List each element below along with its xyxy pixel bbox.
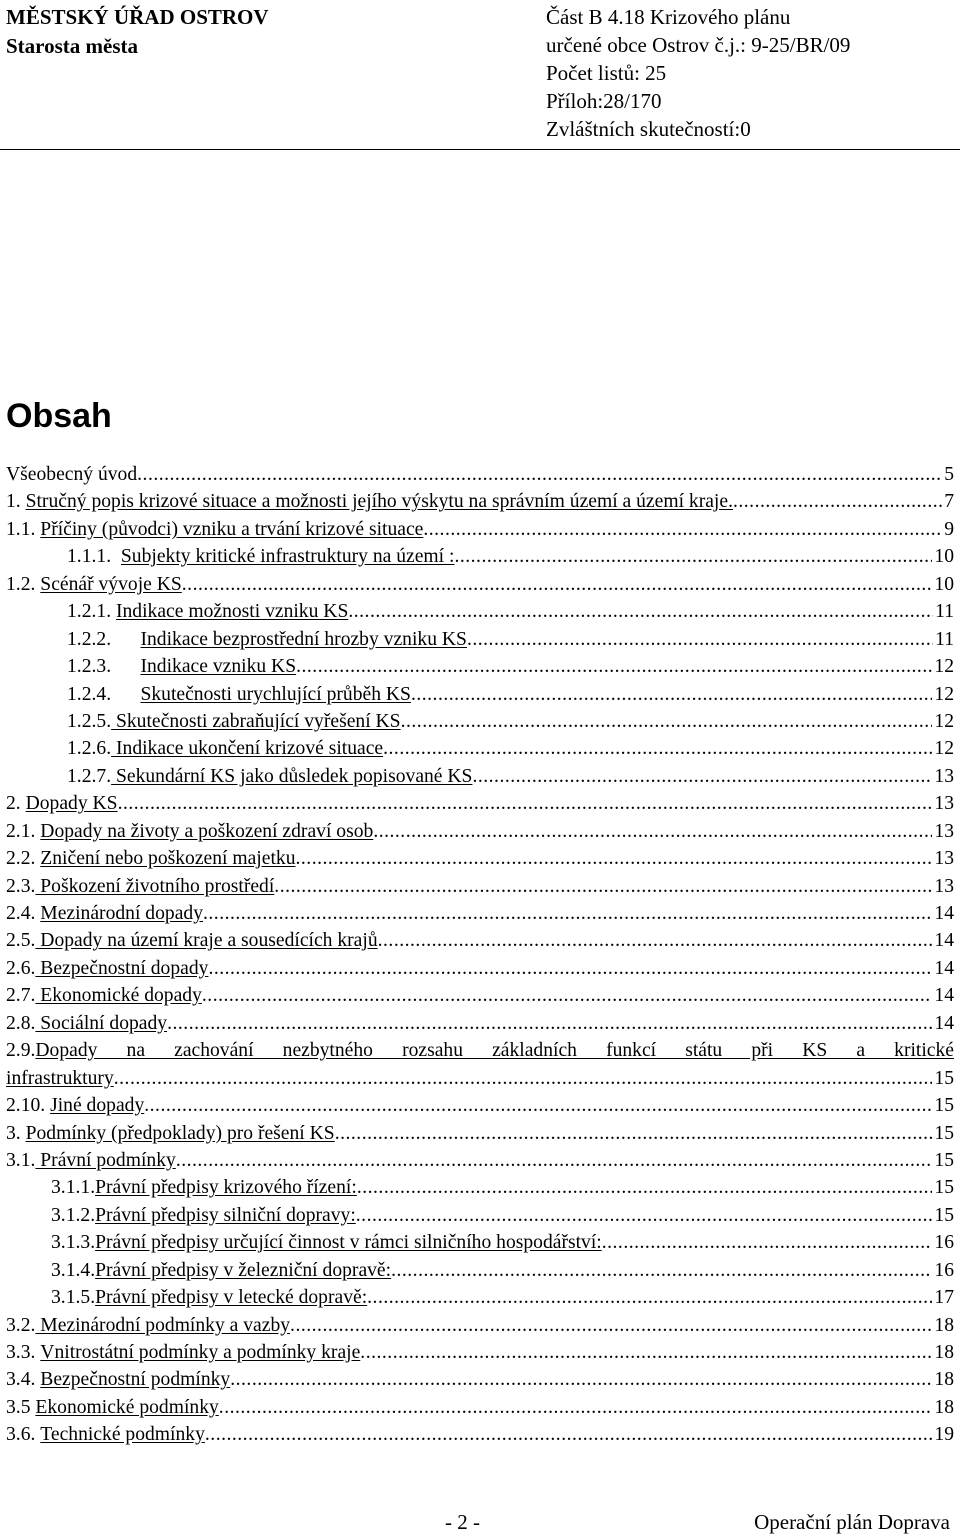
- toc-leader-dots: [467, 626, 933, 653]
- toc-entry-number: 2.3.: [6, 875, 36, 897]
- toc-entry[interactable]: [6, 845, 954, 872]
- toc-entry-number: 2.8.: [6, 1012, 36, 1034]
- toc-entry-page: 13: [934, 820, 954, 842]
- toc-entry-page: 10: [934, 546, 954, 568]
- toc-entry-link[interactable]: Bezpečnostní podmínky: [40, 1369, 231, 1391]
- toc-entry-number: 2.9.: [6, 1040, 36, 1062]
- toc-entry-link[interactable]: Právní předpisy silniční dopravy:: [95, 1204, 356, 1226]
- toc-entry-page: 14: [934, 930, 954, 952]
- toc-leader-dots: [360, 1339, 932, 1366]
- toc-entry-link[interactable]: infrastruktury: [6, 1067, 114, 1089]
- toc-entry-page: 7: [944, 491, 954, 513]
- toc-leader-dots: [472, 763, 932, 790]
- toc-entry-number: 2.4.: [6, 903, 41, 924]
- footer-document-title: Operační plán Doprava: [754, 1510, 950, 1534]
- toc-entry-number: 3.5: [6, 1396, 36, 1418]
- toc-entry-page: 11: [935, 628, 954, 650]
- toc-entry[interactable]: [6, 681, 954, 708]
- toc-leader-dots: [230, 1366, 932, 1393]
- toc-entry[interactable]: [6, 708, 954, 735]
- toc-entry-number: 3.1.2.: [51, 1204, 96, 1226]
- toc-entry-number: 3.1.3.: [51, 1232, 96, 1254]
- footer-page-number: - 2 -: [445, 1510, 480, 1534]
- toc-entry-number: 2.2.: [6, 848, 41, 870]
- header-divider: [0, 149, 960, 150]
- toc-leader-dots: [335, 1120, 933, 1147]
- toc-entry-page: 12: [934, 683, 954, 705]
- toc-entry[interactable]: [6, 1174, 954, 1201]
- toc-entry-page: 12: [934, 738, 954, 760]
- toc-entry-number: 2.7.: [6, 985, 36, 1007]
- toc-entry[interactable]: [6, 461, 954, 488]
- toc-entry[interactable]: [6, 763, 954, 790]
- toc-entry-page: 12: [934, 710, 954, 732]
- toc-entry-link[interactable]: Poškození životního prostředí: [35, 875, 275, 897]
- toc-entry-number: 3.: [6, 1122, 26, 1144]
- toc-leader-dots: [367, 1284, 932, 1311]
- toc-entry[interactable]: [6, 1092, 954, 1119]
- toc-entry[interactable]: [6, 735, 954, 762]
- toc-entry-number: 1.2.4.: [67, 683, 141, 705]
- toc-entry-number: 1.2.2.: [67, 628, 141, 650]
- toc-leader-dots: [733, 488, 942, 515]
- toc-leader-dots: [176, 1147, 933, 1174]
- toc-entry-page: 18: [934, 1342, 954, 1363]
- toc-entry-link[interactable]: Dopady na zachování nezbytného rozsahu základních funkcí státu při KS a kritické: [35, 1040, 954, 1062]
- toc-entry-link[interactable]: Sociální dopady: [35, 1012, 168, 1034]
- toc-entry-page: 14: [934, 1012, 954, 1034]
- toc-entry-number: 3.6.: [6, 1424, 41, 1446]
- toc-entry[interactable]: [6, 1120, 954, 1147]
- toc-entry-link[interactable]: Bezpečnostní dopady: [35, 957, 209, 979]
- toc-leader-dots: [203, 900, 932, 927]
- toc-entry-link[interactable]: Dopady na území kraje a sousedících krajů: [35, 930, 378, 952]
- toc-entry-link[interactable]: Ekonomické podmínky: [35, 1396, 219, 1418]
- toc-leader-dots: [383, 735, 932, 762]
- header-right: [546, 3, 850, 143]
- toc-entry-page: 15: [934, 1149, 954, 1171]
- toc-entry-page: 18: [934, 1369, 954, 1391]
- toc-entry-number: 1.1.1.: [67, 546, 121, 568]
- toc-leader-dots: [205, 1421, 933, 1448]
- toc-entry-link[interactable]: Skutečnosti zabraňující vyřešení KS: [111, 710, 401, 732]
- toc-leader-dots: [274, 873, 932, 900]
- toc-entry-page: 15: [934, 1067, 954, 1089]
- toc-leader-dots: [357, 1174, 933, 1201]
- toc-entry-number: 2.6.: [6, 957, 36, 979]
- toc-entry-page: 12: [934, 656, 954, 678]
- toc-entry-link[interactable]: Podmínky (předpoklady) pro řešení KS: [25, 1122, 335, 1144]
- toc-entry-page: 13: [934, 875, 954, 897]
- toc-leader-dots: [378, 927, 933, 954]
- toc-leader-dots: [114, 1065, 933, 1092]
- toc-entry[interactable]: [6, 1202, 954, 1229]
- special-facts: Zvláštních skutečností:0: [546, 117, 751, 141]
- toc-entry[interactable]: [6, 571, 954, 598]
- toc-entry-number: 2.1.: [6, 820, 41, 842]
- toc-entry[interactable]: [6, 900, 954, 927]
- toc-entry[interactable]: [6, 982, 954, 1009]
- toc-entry[interactable]: [6, 1037, 954, 1064]
- toc-leader-dots: [290, 1312, 932, 1339]
- toc-entry-link[interactable]: Všeobecný úvod: [6, 464, 138, 485]
- toc-entry-link[interactable]: Technické podmínky: [40, 1424, 205, 1446]
- toc-entry[interactable]: [6, 1339, 954, 1366]
- toc-entry[interactable]: [6, 1065, 954, 1092]
- toc-entry-number: 1.2.1.: [67, 601, 116, 623]
- toc-entry-page: 15: [934, 1177, 954, 1199]
- toc-entry[interactable]: [6, 1312, 954, 1339]
- toc-entry-page: 11: [935, 601, 954, 623]
- table-of-contents: [6, 461, 954, 1449]
- toc-entry-page: 13: [934, 765, 954, 787]
- toc-entry-link[interactable]: Právní předpisy v železniční dopravě:: [95, 1259, 392, 1281]
- toc-leader-dots: [602, 1229, 933, 1256]
- office-name: MĚSTSKÝ ÚŘAD OSTROV: [6, 5, 269, 29]
- toc-leader-dots: [348, 598, 933, 625]
- toc-entry-page: 15: [934, 1095, 954, 1117]
- toc-leader-dots: [296, 653, 932, 680]
- toc-entry-link[interactable]: Indikace možnosti vzniku KS: [115, 601, 349, 623]
- toc-entry-page: 19: [934, 1424, 954, 1446]
- toc-entry-page: 14: [934, 985, 954, 1007]
- toc-entry[interactable]: [6, 1147, 954, 1174]
- toc-entry-link[interactable]: Sekundární KS jako důsledek popisované KS: [111, 765, 473, 787]
- toc-entry-number: 1.2.: [6, 573, 41, 595]
- toc-entry[interactable]: [6, 653, 954, 680]
- toc-entry[interactable]: [6, 927, 954, 954]
- sheet-count: Počet listů: 25: [546, 61, 667, 85]
- toc-entry-number: 2.10.: [6, 1095, 51, 1117]
- header-left: [6, 3, 269, 61]
- toc-entry-page: 15: [934, 1122, 954, 1144]
- toc-entry[interactable]: [6, 873, 954, 900]
- mayor-label: Starosta města: [6, 34, 139, 58]
- plan-part: Část B 4.18 Krizového plánu: [546, 5, 791, 29]
- toc-entry[interactable]: [6, 1394, 954, 1421]
- toc-entry-link[interactable]: Dopady na životy a poškození zdraví osob: [40, 820, 374, 842]
- toc-entry-link[interactable]: Právní předpisy určující činnost v rámci silničního hospodářství:: [95, 1232, 602, 1254]
- toc-entry[interactable]: [6, 1257, 954, 1284]
- toc-entry-link[interactable]: Vnitrostátní podmínky a podmínky kraje: [40, 1342, 361, 1363]
- toc-entry-link[interactable]: Skutečnosti urychlující průběh KS: [140, 683, 411, 705]
- toc-entry[interactable]: [6, 543, 954, 570]
- toc-entry[interactable]: [6, 1229, 954, 1256]
- toc-leader-dots: [208, 955, 932, 982]
- toc-entry-link[interactable]: Mezinárodní podmínky a vazby: [35, 1314, 291, 1336]
- toc-entry-link[interactable]: Právní podmínky: [35, 1149, 176, 1171]
- toc-leader-dots: [202, 982, 933, 1009]
- toc-entry-link[interactable]: Zničení nebo poškození majetku: [40, 848, 296, 870]
- toc-entry-link[interactable]: Indikace ukončení krizové situace: [111, 738, 384, 760]
- toc-entry-number: 1.2.5.: [67, 710, 112, 732]
- toc-leader-dots: [219, 1394, 933, 1421]
- toc-leader-dots: [137, 461, 942, 488]
- toc-leader-dots: [182, 571, 933, 598]
- toc-entry-page: 9: [944, 518, 954, 540]
- toc-entry-number: 3.1.5.: [51, 1287, 96, 1309]
- toc-leader-dots: [411, 681, 932, 708]
- toc-entry-page: 13: [934, 793, 954, 815]
- toc-entry-page: 5: [944, 464, 954, 485]
- toc-entry-link[interactable]: Subjekty kritické infrastruktury na území :: [120, 546, 455, 568]
- toc-entry-number: 3.1.: [6, 1149, 36, 1171]
- toc-entry-link[interactable]: Indikace vzniku KS: [140, 656, 297, 678]
- toc-entry-page: 10: [934, 573, 954, 595]
- toc-entry-page: 16: [934, 1259, 954, 1281]
- toc-entry-page: 18: [934, 1314, 954, 1336]
- toc-entry-page: 15: [934, 1204, 954, 1226]
- toc-entry[interactable]: [6, 955, 954, 982]
- toc-entry-link[interactable]: Dopady KS: [25, 793, 118, 815]
- toc-entry-page: 14: [934, 957, 954, 979]
- toc-entry[interactable]: [6, 790, 954, 817]
- toc-entry[interactable]: [6, 1010, 954, 1037]
- toc-entry[interactable]: [6, 818, 954, 845]
- toc-entry[interactable]: [6, 488, 954, 515]
- toc-entry-link[interactable]: Jiné dopady: [50, 1095, 145, 1117]
- toc-entry-page: 13: [934, 848, 954, 870]
- toc-entry-number: 1.2.7.: [67, 765, 112, 787]
- toc-entry-number: 1.2.6.: [67, 738, 112, 760]
- toc-entry-number: 3.4.: [6, 1369, 41, 1391]
- attachment-count: Příloh:28/170: [546, 89, 662, 113]
- toc-entry-number: 1.1.: [6, 518, 41, 540]
- toc-entry-link[interactable]: Stručný popis krizové situace a možnosti jejího výskytu na správním území a území kraje.: [25, 491, 733, 513]
- toc-entry[interactable]: [6, 626, 954, 653]
- reference-number: určené obce Ostrov č.j.: 9-25/BR/09: [546, 33, 851, 57]
- toc-entry-number: 3.1.1.: [51, 1177, 96, 1199]
- toc-entry[interactable]: [6, 598, 954, 625]
- toc-entry-number: 2.: [6, 793, 26, 815]
- toc-leader-dots: [118, 790, 933, 817]
- toc-entry-link[interactable]: Právní předpisy krizového řízení:: [95, 1177, 357, 1199]
- toc-leader-dots: [454, 543, 932, 570]
- toc-entry-number: 2.5.: [6, 930, 36, 952]
- toc-leader-dots: [167, 1010, 932, 1037]
- toc-leader-dots: [356, 1202, 933, 1229]
- toc-entry-page: 18: [934, 1396, 954, 1418]
- toc-entry[interactable]: [6, 516, 954, 543]
- toc-entry-link[interactable]: Právní předpisy v letecké dopravě:: [95, 1287, 368, 1309]
- toc-entry-number: 3.1.4.: [51, 1259, 96, 1281]
- toc-entry-link[interactable]: Ekonomické dopady: [35, 985, 202, 1007]
- toc-entry-page: 14: [934, 903, 954, 924]
- toc-entry-link[interactable]: Scénář vývoje KS: [40, 573, 182, 595]
- toc-entry-number: 3.3.: [6, 1342, 41, 1363]
- toc-leader-dots: [391, 1257, 932, 1284]
- toc-entry-number: 3.2.: [6, 1314, 36, 1336]
- toc-entry-link[interactable]: Indikace bezprostřední hrozby vzniku KS: [140, 628, 467, 650]
- toc-entry-number: 1.2.3.: [67, 656, 141, 678]
- toc-entry[interactable]: [6, 1421, 954, 1448]
- toc-leader-dots: [296, 845, 933, 872]
- toc-leader-dots: [373, 818, 932, 845]
- toc-entry-number: 1.: [6, 491, 26, 513]
- toc-entry[interactable]: [6, 1284, 954, 1311]
- toc-entry-link[interactable]: Mezinárodní dopady: [40, 903, 203, 924]
- toc-entry[interactable]: [6, 1366, 954, 1393]
- toc-leader-dots: [401, 708, 933, 735]
- toc-entry-link[interactable]: Příčiny (původci) vzniku a trvání krizové situace: [40, 518, 424, 540]
- toc-entry-page: 16: [934, 1232, 954, 1254]
- toc-entry-page: 17: [934, 1287, 954, 1309]
- toc-leader-dots: [144, 1092, 932, 1119]
- toc-leader-dots: [423, 516, 942, 543]
- toc-heading: Obsah: [6, 397, 112, 435]
